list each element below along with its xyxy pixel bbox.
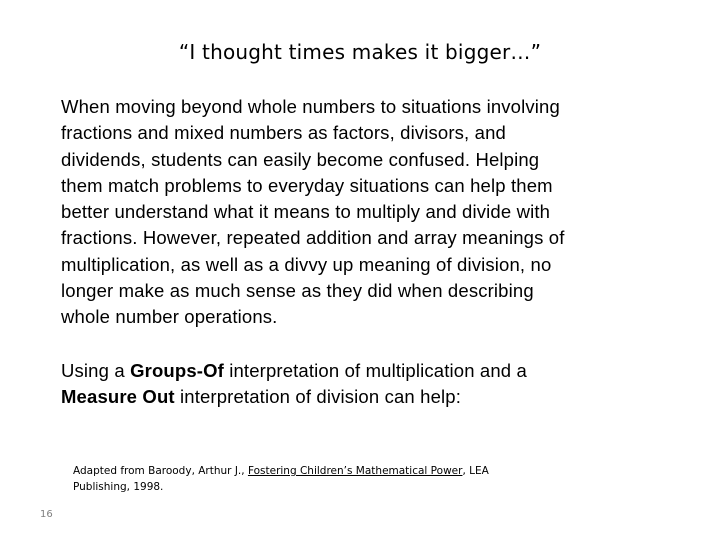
interpretation-text: interpretation of multiplication and a [223,360,527,381]
measure-out-term: Measure Out [61,386,175,408]
groups-of-term: Groups-Of [130,360,224,381]
citation-publisher: Publishing, 1998. [73,481,164,493]
citation [73,463,633,495]
intro-paragraph [61,94,661,331]
intro-paragraph-line: fractions and mixed numbers as factors, divisors, and [61,122,506,144]
intro-paragraph-line: them match problems to everyday situations can help them [61,174,553,196]
intro-paragraph-line: fractions. However, repeated addition and array meanings of [61,227,565,249]
slide-title: “I thought times makes it bigger…” [178,40,542,64]
citation-suffix: , LEA [462,465,489,477]
citation-book-title: Fostering Children’s Mathematical Power [247,465,463,477]
intro-paragraph-line: whole number operations. [61,306,278,328]
intro-paragraph-line: When moving beyond whole numbers to situations involving [61,96,560,117]
intro-paragraph-line: longer make as much sense as they did when describing [61,280,534,302]
interpretation-paragraph [61,358,661,411]
citation-prefix: Adapted from Baroody, Arthur J., [73,465,248,477]
intro-paragraph-line: multiplication, as well as a divvy up meaning of division, no [61,253,552,275]
page-number: 16 [40,509,53,520]
interpretation-line-1 [61,358,661,384]
intro-paragraph-line: dividends, students can easily become confused. Helping [61,148,540,170]
interpretation-text: interpretation of division can help: [174,386,462,408]
intro-paragraph-line: better understand what it means to multiply and divide with [61,201,551,223]
interpretation-text: Using a [61,360,131,381]
interpretation-line-2 [61,384,661,410]
